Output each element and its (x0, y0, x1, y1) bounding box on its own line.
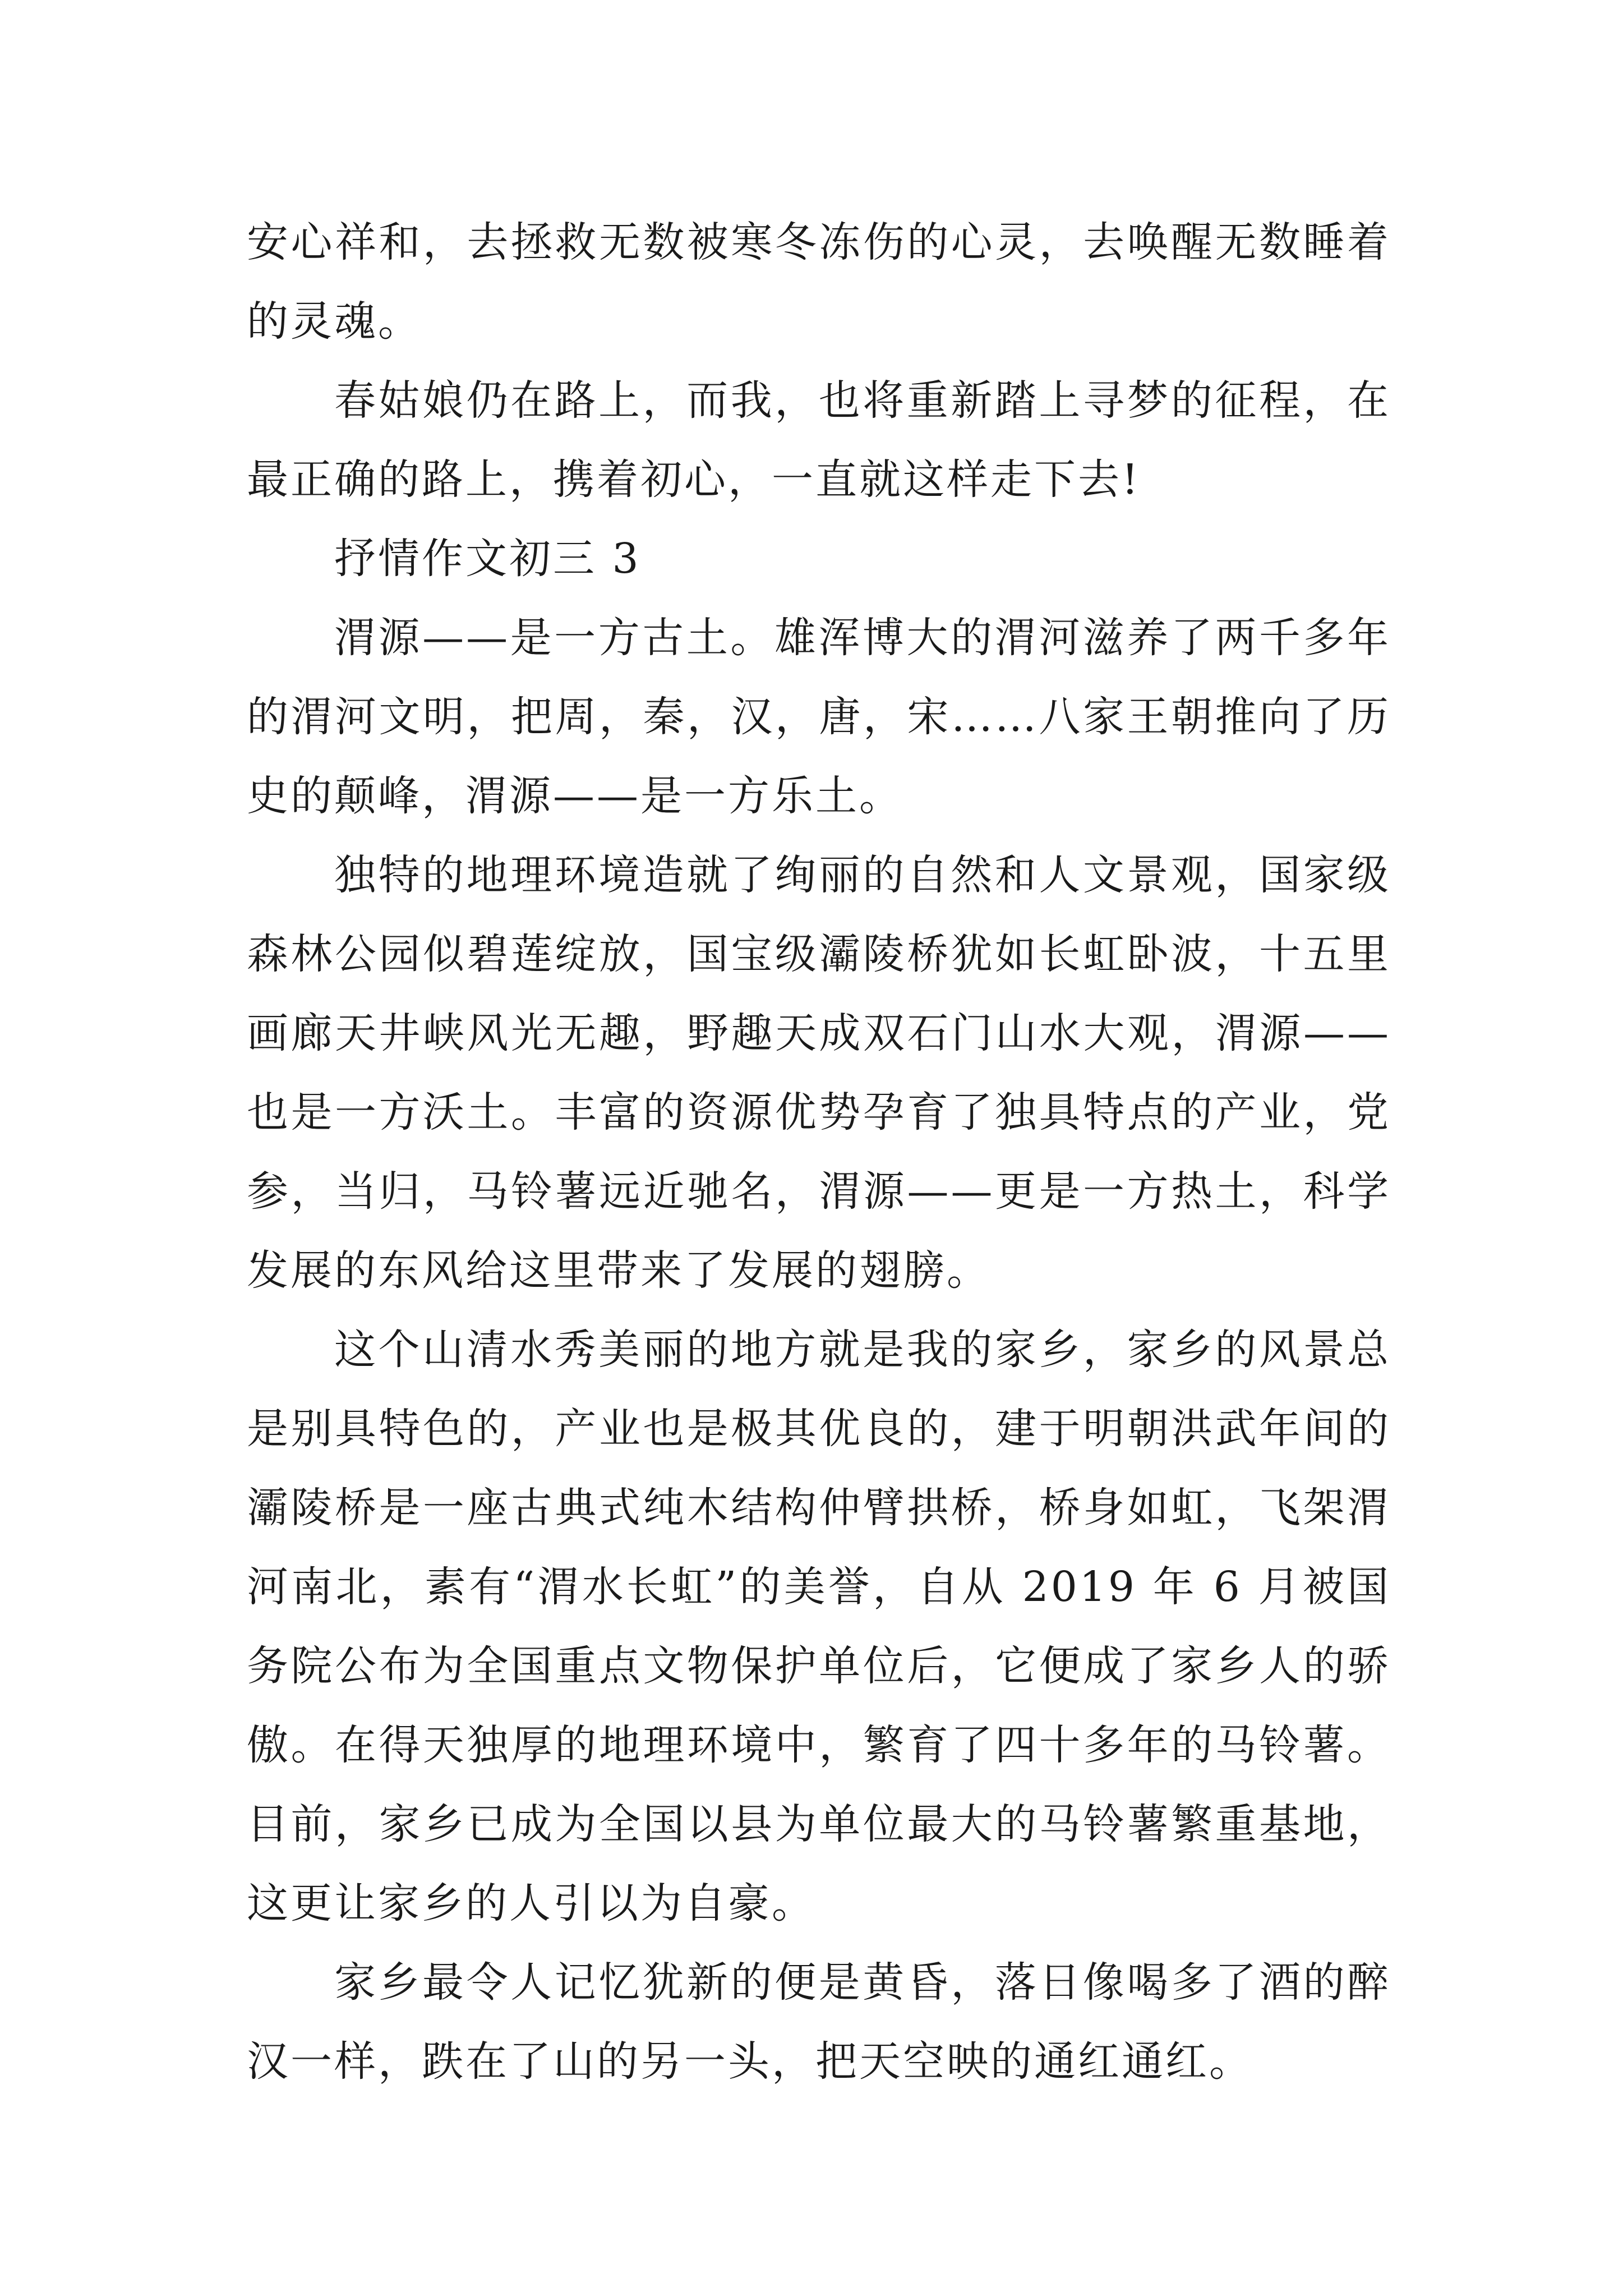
document-body (247, 203, 1391, 2101)
paragraph-hometown: 这个山清水秀美丽的地方就是我的家乡，家乡的风景总是别具特色的，产业也是极其优良的，建于明朝洪武年间的灞陵桥是一座古典式纯木结构仲臂拱桥，桥身如虹，飞架渭河南北，素有“渭水长虹”的美誉，自从 2019 年 6 月被国务院公布为全国重点文物保护单位后，它便成了家乡人的骄傲。在得天独厚的地理环境中，繁育了四十多年的马铃薯。目前，家乡已成为全国以县为单位最大的马铃薯繁重基地，这更让家乡的人引以为自豪。 (247, 1326, 1391, 1927)
paragraph-landscape: 独特的地理环境造就了绚丽的自然和人文景观，国家级森林公园似碧莲绽放，国宝级灞陵桥犹如长虹卧波，十五里画廊天井峡风光无趣，野趣天成双石门山水大观，渭源——也是一方沃土。丰富的资源优势孕育了独具特点的产业，党参，当归，马铃薯远近驰名，渭源——更是一方热土，科学发展的东风给这里带来了发展的翅膀。 (247, 851, 1391, 1295)
paragraph-spring-journey: 春姑娘仍在路上，而我，也将重新踏上寻梦的征程，在最正确的路上，携着初心，一直就这样走下去! (247, 376, 1391, 504)
paragraph-dusk: 家乡最令人记忆犹新的便是黄昏，落日像喝多了酒的醉汉一样，跌在了山的另一头，把天空映的通红通红。 (247, 1958, 1391, 2086)
paragraph-continuation: 安心祥和，去拯救无数被寒冬冻伤的心灵，去唤醒无数睡着的灵魂。 (247, 218, 1391, 346)
essay-heading: 抒情作文初三 3 (334, 535, 641, 583)
paragraph-weiyuan-ancient-land: 渭源——是一方古土。雄浑博大的渭河滋养了两千多年的渭河文明，把周，秦，汉，唐，宋……八家王朝推向了历史的颠峰，渭源——是一方乐土。 (247, 614, 1391, 820)
